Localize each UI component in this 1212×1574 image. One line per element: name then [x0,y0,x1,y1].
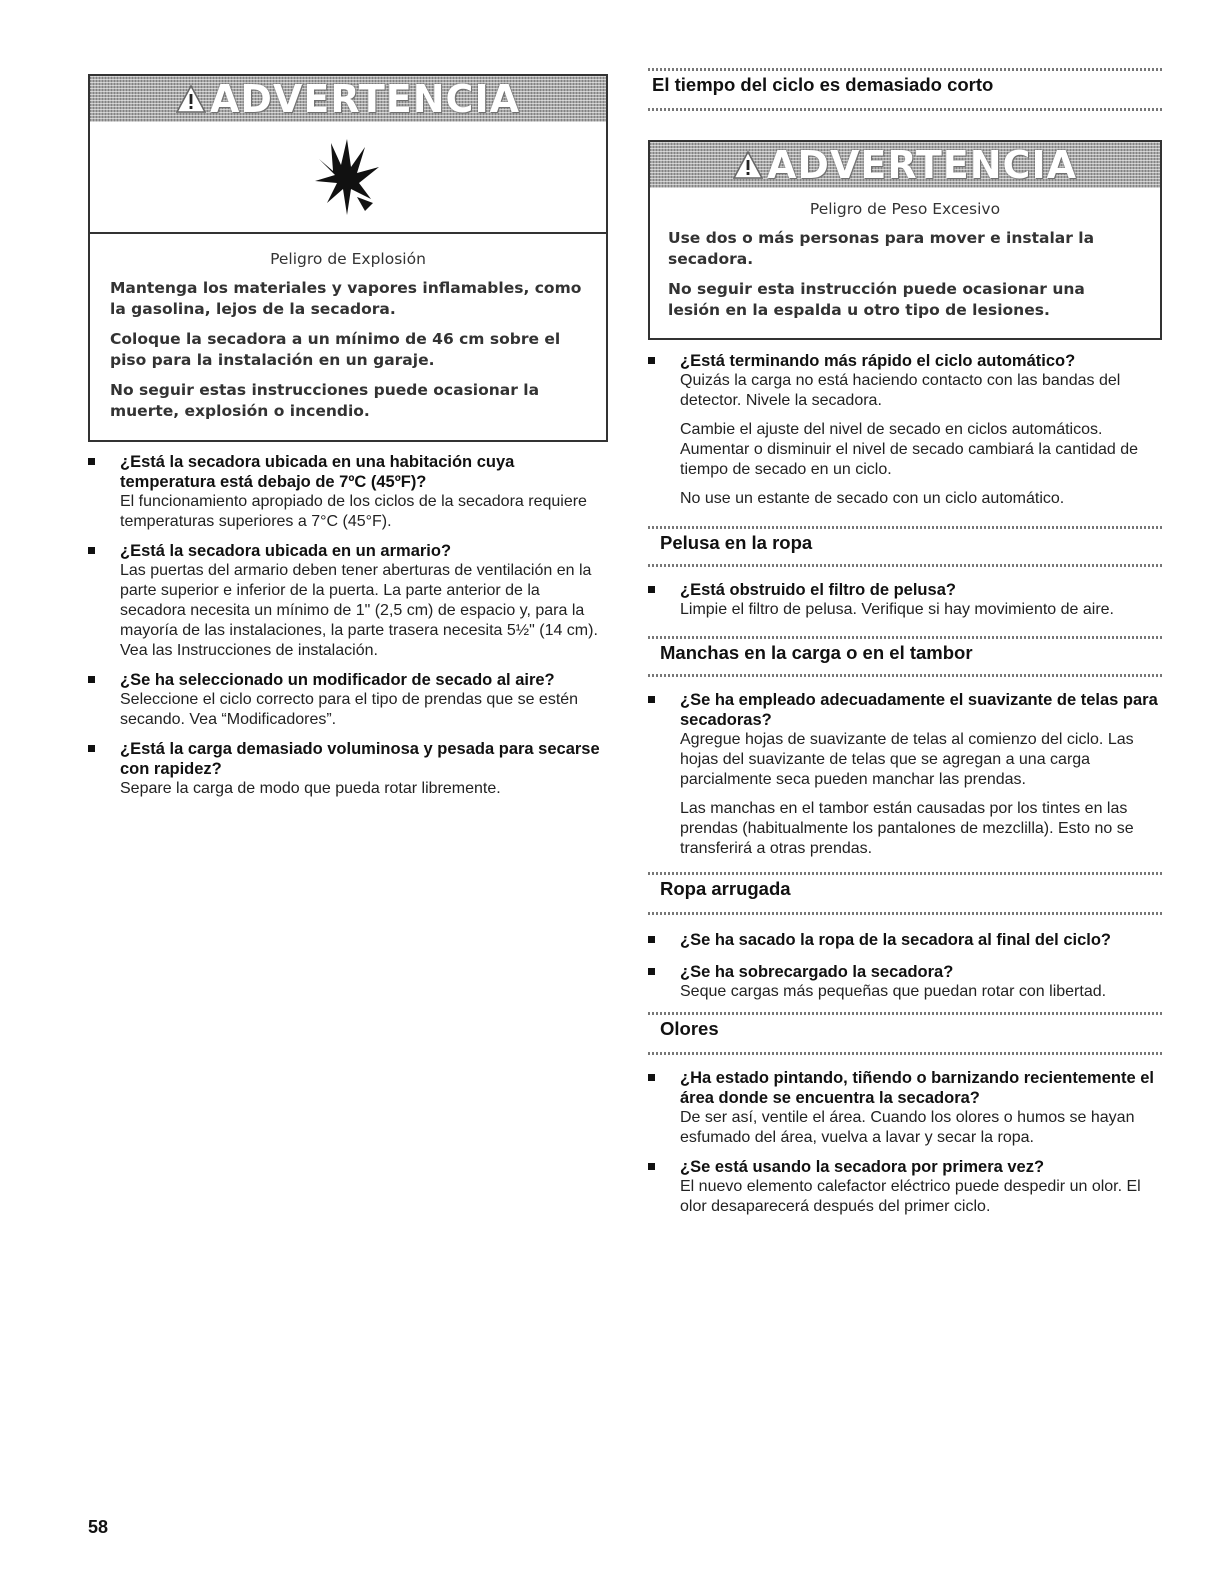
tiempo-list [648,351,1162,518]
answer: Las puertas del armario deben tener aberturas de ventilación en la parte superior e inferior de la puerta. La parte anterior de la secadora necesita un mínimo de 1" (2,5 cm) de espacio y, para la mayoría de las instalaciones, la parte trasera necesita 5½" (14 cm). Vea las Instrucciones de instalación. [120,562,598,659]
dotted-rule [648,1012,1162,1015]
dotted-rule [648,108,1162,111]
section-title: El tiempo del ciclo es demasiado corto [652,74,994,95]
warning-body [90,234,606,441]
warning-text-2: No seguir esta instrucción puede ocasionar una lesión en la espalda u otro tipo de lesiones. [668,280,1085,319]
paragraph: Cambie el ajuste del nivel de secado en ciclos automáticos. Aumentar o disminuir el nivel de secado cambiará la cantidad de tiempo de secado en un ciclo. [680,421,1139,478]
bullet-icon [88,547,95,554]
question: ¿Se está usando la secadora por primera vez? [680,1158,1045,1176]
list-item [648,351,1162,411]
question: ¿Se ha seleccionado un modificador de secado al aire? [120,671,555,689]
warning-header [90,76,606,122]
warning-text-2: Coloque la secadora a un mínimo de 46 cm sobre el piso para la instalación en un garaje. [110,330,561,369]
question: ¿Se ha sobrecargado la secadora? [680,963,954,981]
warning-title-text: ADVERTENCIA [210,77,520,121]
dotted-rule [648,636,1162,639]
bullet-icon [648,586,655,593]
weight-warning-box [648,140,1162,340]
paragraph: No use un estante de secado con un ciclo automático. [680,490,1065,507]
section-title: Ropa arrugada [660,878,791,899]
dotted-rule [648,872,1162,875]
bullet-icon [88,676,95,683]
bullet-icon [88,745,95,752]
warning-title [733,143,1077,187]
dotted-rule [648,564,1162,567]
bullet-icon [648,357,655,364]
bullet-icon [648,968,655,975]
question: ¿Ha estado pintando, tiñendo o barnizando recientemente el área donde se encuentra la secadora? [680,1069,1154,1107]
answer: Agregue hojas de suavizante de telas al comienzo del ciclo. Las hojas del suavizante de telas que se agregan a una carga parcialmente seca pueden manchar las prendas. [680,731,1134,788]
dotted-rule [648,912,1162,915]
section-title: Pelusa en la ropa [660,532,813,553]
bullet-icon [648,696,655,703]
olores-list [648,1068,1162,1226]
bullet-icon [648,936,655,943]
paragraph: Las manchas en el tambor están causadas por los tintes en las prendas (habitualmente los pantalones de mezclilla). Esto no se transferirá a otras prendas. [680,800,1134,857]
answer: Seleccione el ciclo correcto para el tipo de prendas que se estén secando. Vea “Modificadores”. [120,691,579,728]
bullet-icon [648,1074,655,1081]
warning-triangle-icon [176,84,206,114]
list-item [648,962,1162,1002]
question: ¿Se ha sacado la ropa de la secadora al final del ciclo? [680,931,1111,949]
list-item [88,670,608,730]
arrugada-list [648,930,1162,1011]
explosion-warning-box [88,74,608,442]
list-item [88,739,608,799]
answer: El nuevo elemento calefactor eléctrico puede despedir un olor. El olor desaparecerá después del primer ciclo. [680,1178,1141,1215]
list-item [88,541,608,661]
section-header-pelusa [648,526,1162,562]
question: ¿Se ha empleado adecuadamente el suavizante de telas para secadoras? [680,691,1158,729]
answer: El funcionamiento apropiado de los ciclos de la secadora requiere temperaturas superiores a 7°C (45°F). [120,493,587,530]
list-item [88,452,608,532]
warning-title [176,77,520,121]
question: ¿Está obstruido el filtro de pelusa? [680,581,956,599]
section-header-tiempo [648,68,1162,104]
bullet-icon [648,1163,655,1170]
explosion-figure [90,122,606,234]
warning-subtitle: Peligro de Explosión [270,250,426,268]
question: ¿Está terminando más rápido el ciclo automático? [680,352,1076,370]
list-item [648,690,1162,790]
list-item [648,580,1162,620]
warning-title-text: ADVERTENCIA [767,143,1077,187]
warning-subtitle: Peligro de Peso Excesivo [809,200,1001,218]
section-title: Olores [660,1018,719,1039]
answer: Quizás la carga no está haciendo contacto con las bandas del detector. Nivele la secadora. [680,372,1121,409]
warning-text-3: No seguir estas instrucciones puede ocasionar la muerte, explosión o incendio. [110,381,540,420]
question: ¿Está la carga demasiado voluminosa y pesada para secarse con rapidez? [120,740,600,778]
list-item [648,1157,1162,1217]
warning-triangle-icon [733,150,763,180]
answer: De ser así, ventile el área. Cuando los olores o humos se hayan esfumado del área, vuelva a lavar y secar la ropa. [680,1109,1135,1146]
answer: Separe la carga de modo que pueda rotar libremente. [120,780,501,797]
manchas-list [648,690,1162,868]
dotted-rule [648,526,1162,529]
section-title: Manchas en la carga o en el tambor [660,642,973,663]
left-question-list [88,452,608,808]
dotted-rule [648,68,1162,71]
list-item [648,930,1162,950]
warning-body [650,188,1160,338]
section-header-olores [648,1012,1162,1048]
pelusa-list [648,580,1162,629]
warning-text-1: Mantenga los materiales y vapores inflamables, como la gasolina, lejos de la secadora. [110,279,582,318]
section-header-arrugada [648,872,1162,908]
warning-text-1: Use dos o más personas para mover e instalar la secadora. [668,229,1095,268]
page-number: 58 [88,1517,109,1537]
question: ¿Está la secadora ubicada en un armario? [120,542,452,560]
answer: Seque cargas más pequeñas que puedan rotar con libertad. [680,983,1107,1000]
bullet-icon [88,458,95,465]
explosion-icon [313,137,383,217]
dotted-rule [648,674,1162,677]
question: ¿Está la secadora ubicada en una habitación cuya temperatura está debajo de 7ºC (45ºF)? [120,453,515,491]
warning-header [650,142,1160,188]
answer: Limpie el filtro de pelusa. Verifique si hay movimiento de aire. [680,601,1114,618]
dotted-rule [648,1052,1162,1055]
section-header-manchas [648,636,1162,672]
list-item [648,1068,1162,1148]
